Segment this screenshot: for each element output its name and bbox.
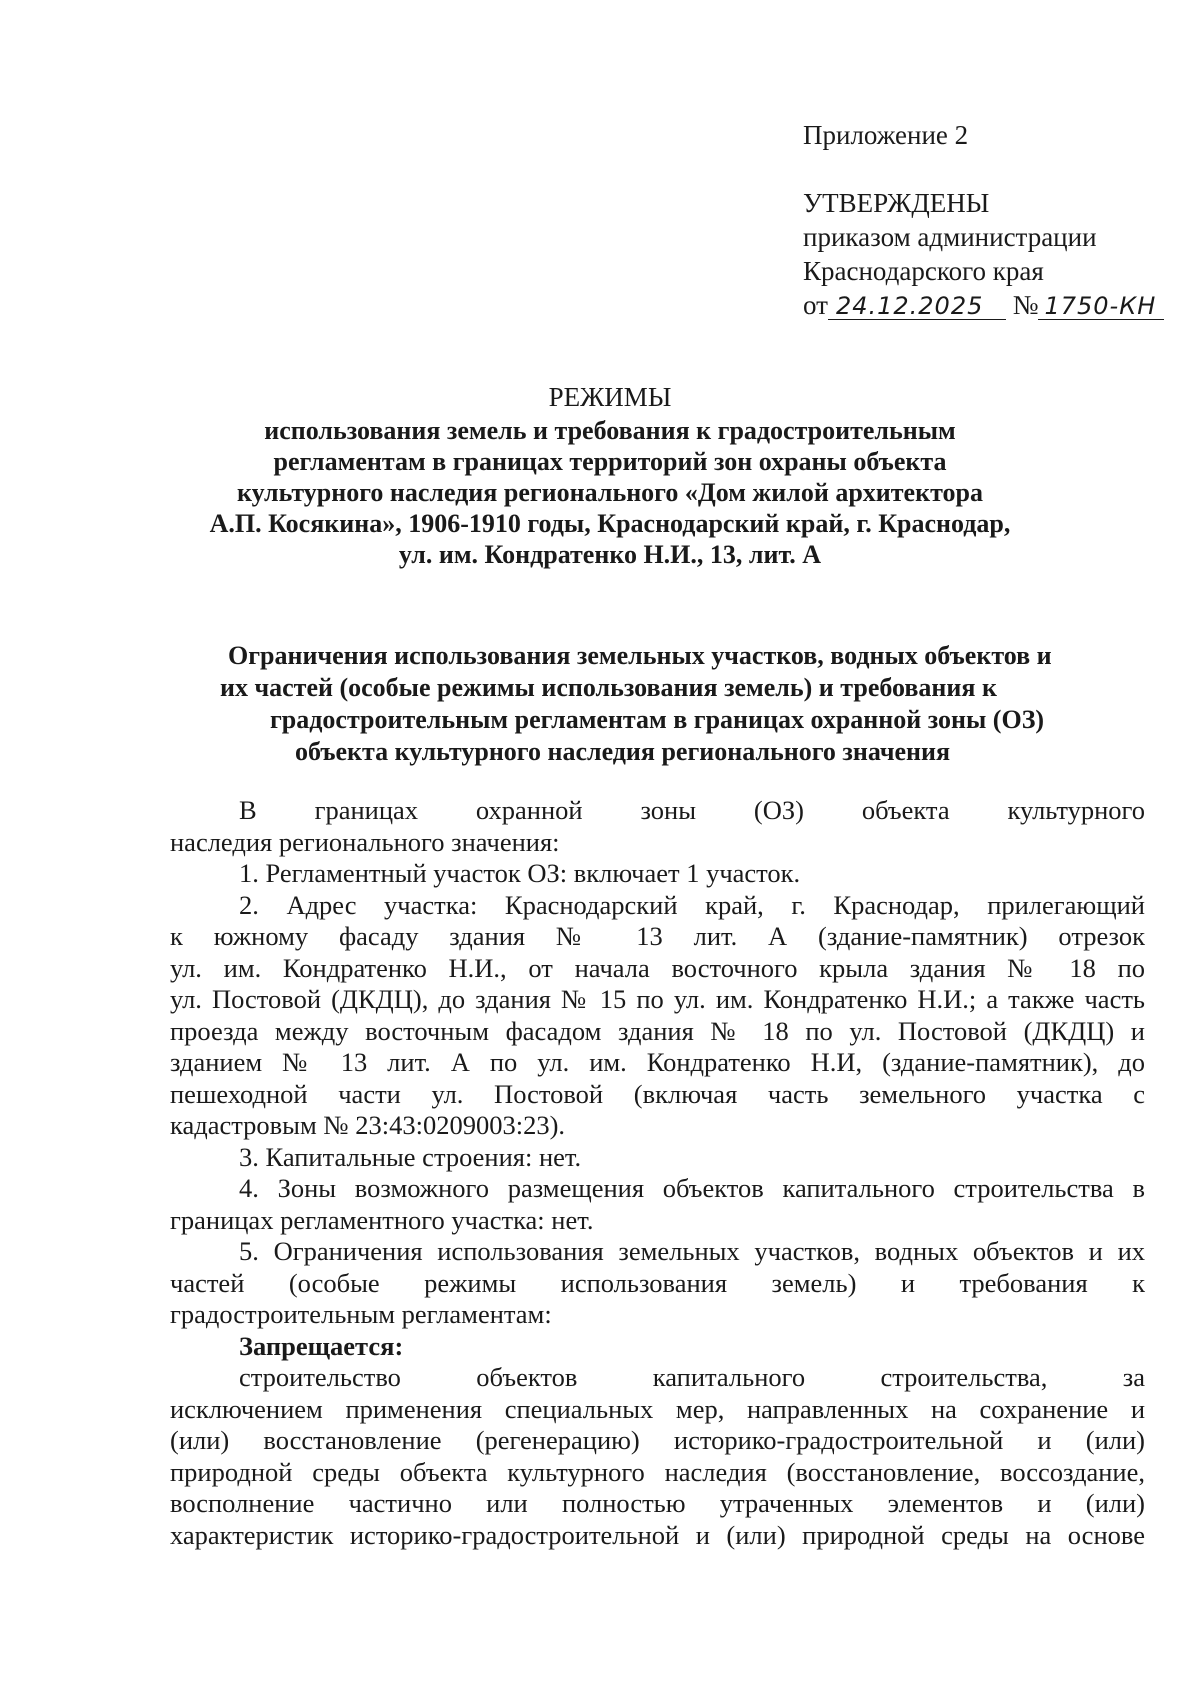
document-title xyxy=(190,382,1030,570)
order-date-number-line xyxy=(803,288,1163,322)
body-line: ул. им. Кондратенко Н.И., от начала восточного крыла здания № 18 по xyxy=(170,952,1145,983)
body-line: кадастровым № 23:43:0209003:23). xyxy=(170,1110,566,1140)
handwritten-number: 1750-КН xyxy=(1038,293,1164,320)
appendix-label: Приложение 2 xyxy=(803,120,969,150)
body-line: границах регламентного участка: нет. xyxy=(170,1204,594,1235)
section-line: градостроительным регламентам в границах охранной зоны (ОЗ) xyxy=(270,705,1045,734)
body-line: пешеходной части ул. Постовой (включая часть земельного участка с xyxy=(170,1078,1145,1109)
body-line: восполнение частично или полностью утраченных элементов и (или) xyxy=(170,1488,1145,1518)
body-line: 5. Ограничения использования земельных участков, водных объектов и их xyxy=(239,1236,1145,1266)
title-line: культурного наследия регионального «Дом жилой архитектора xyxy=(237,478,983,507)
body-line: проезда между восточным фасадом здания № 18 по ул. Постовой (ДКДЦ) и xyxy=(170,1015,1145,1046)
body-line: ул. Постовой (ДКДЦ), до здания № 15 по ул. им. Кондратенко Н.И.; а также часть xyxy=(170,984,1145,1014)
title-line: А.П. Косякина», 1906-1910 годы, Краснодарский край, г. Краснодар, xyxy=(209,509,1011,538)
approval-block xyxy=(803,118,1163,322)
title-line: использования земель и требования к градостроительным xyxy=(264,416,956,445)
body-line: характеристик историко-градостроительной и (или) природной среды на основе xyxy=(170,1519,1145,1550)
order-line-1: приказом администрации xyxy=(803,222,1097,252)
section-line: объекта культурного наследия регионального значения xyxy=(295,737,951,766)
body-line: частей (особые режимы использования земель) и требования к xyxy=(170,1267,1145,1298)
body-line: наследия регионального значения: xyxy=(170,826,560,857)
section-heading xyxy=(220,640,1150,768)
body-line: природной среды объекта культурного наследия (восстановление, воссоздание, xyxy=(170,1456,1145,1487)
section-line: Ограничения использования земельных участков, водных объектов и xyxy=(228,641,1052,670)
body-line: 3. Капитальные строения: нет. xyxy=(239,1141,582,1172)
title-main: РЕЖИМЫ xyxy=(548,382,672,412)
body-line: 1. Регламентный участок ОЗ: включает 1 участок. xyxy=(239,858,801,888)
number-label: № xyxy=(1012,290,1039,320)
section-line: их частей (особые режимы использования земель) и требования к xyxy=(220,673,997,702)
body-line: к южному фасаду здания № 13 лит. А (здание-памятник) отрезок xyxy=(170,921,1145,951)
title-line: регламентам в границах территорий зон охраны объекта xyxy=(273,447,947,476)
title-line: ул. им. Кондратенко Н.И., 13, лит. А xyxy=(398,540,822,569)
body-line: 4. Зоны возможного размещения объектов капитального строительства в xyxy=(239,1173,1145,1203)
body-line: В границах охранной зоны (ОЗ) объекта культурного xyxy=(239,795,1145,825)
body-line: 2. Адрес участка: Краснодарский край, г. Краснодар, прилегающий xyxy=(239,889,1145,920)
order-line-2: Краснодарского края xyxy=(803,256,1044,286)
body-line: исключением применения специальных мер, направленных на сохранение и xyxy=(170,1393,1145,1424)
prohibited-heading: Запрещается: xyxy=(239,1330,404,1361)
body-line: строительство объектов капитального строительства, за xyxy=(239,1362,1145,1392)
body-text xyxy=(170,795,1145,1551)
approved-label: УТВЕРЖДЕНЫ xyxy=(803,188,990,218)
body-line: (или) восстановление (регенерацию) историко-градостроительной и (или) xyxy=(170,1425,1145,1455)
from-label: от xyxy=(803,290,828,320)
handwritten-date: 24.12.2025 xyxy=(828,293,1006,320)
body-line: зданием № 13 лит. А по ул. им. Кондратенко Н.И, (здание-памятник), до xyxy=(170,1047,1145,1077)
body-line: градостроительным регламентам: xyxy=(170,1299,552,1329)
